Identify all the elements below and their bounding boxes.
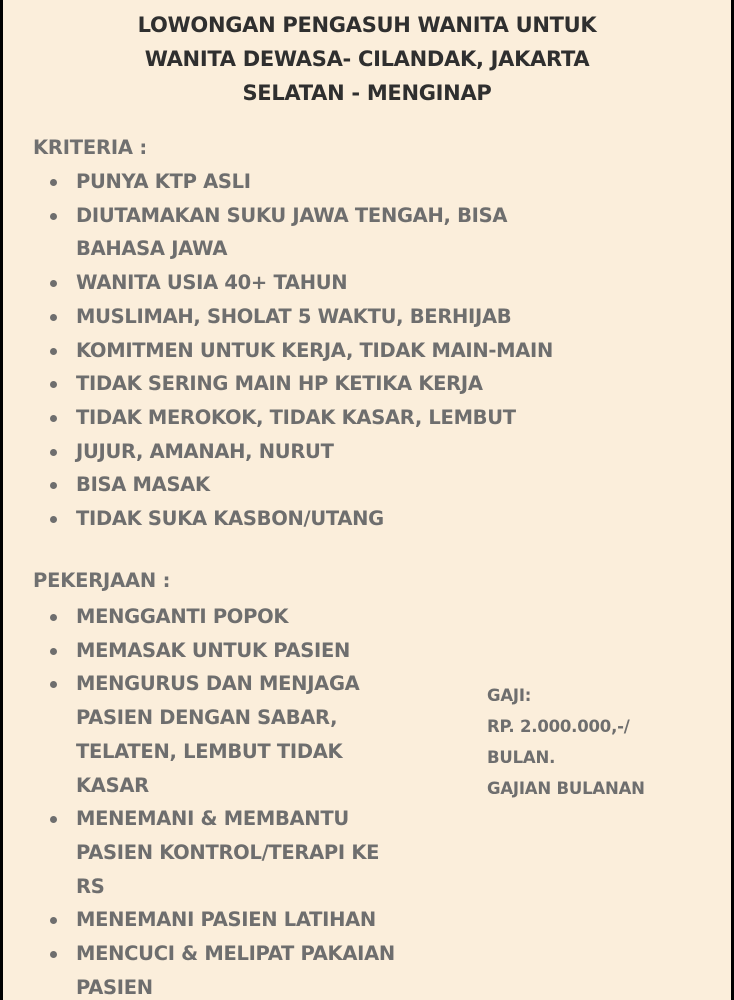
bullet-icon [50, 381, 57, 388]
title-line: SELATAN - MENGINAP [242, 81, 492, 105]
bullet-icon [50, 681, 57, 688]
list-item: KOMITMEN UNTUK KERJA, TIDAK MAIN-MAIN [33, 334, 723, 368]
bullet-icon [50, 516, 57, 523]
list-item: TIDAK SUKA KASBON/UTANG [33, 502, 723, 536]
title-line: WANITA DEWASA- CILANDAK, JAKARTA [144, 47, 590, 71]
salary-amount: RP. 2.000.000,-/ [487, 717, 630, 736]
list-item: PUNYA KTP ASLI [33, 165, 723, 199]
bullet-icon [50, 816, 57, 823]
list-item: TIDAK SERING MAIN HP KETIKA KERJA [33, 367, 723, 401]
job-poster [3, 0, 731, 1000]
pekerjaan-list [33, 600, 473, 1000]
list-item: MENGGANTI POPOK [33, 600, 473, 634]
bullet-icon [50, 917, 57, 924]
kriteria-list [33, 165, 723, 536]
list-item: DIUTAMAKAN SUKU JAWA TENGAH, BISA BAHASA JAWA [33, 199, 723, 266]
list-item: MENCUCI & MELIPAT PAKAIAN PASIEN [33, 937, 473, 1000]
bullet-icon [50, 415, 57, 422]
bullet-icon [50, 280, 57, 287]
list-item: MUSLIMAH, SHOLAT 5 WAKTU, BERHIJAB [33, 300, 723, 334]
list-item: BISA MASAK [33, 468, 723, 502]
list-item: MENEMANI & MEMBANTU PASIEN KONTROL/TERAPI KE RS [33, 802, 473, 903]
salary-label: GAJI: [487, 686, 532, 705]
bullet-icon [50, 648, 57, 655]
list-item: MENGURUS DAN MENJAGA PASIEN DENGAN SABAR, TELATEN, LEMBUT TIDAK KASAR [33, 667, 473, 802]
bullet-icon [50, 614, 57, 621]
bullet-icon [50, 213, 57, 220]
list-item: MENEMANI PASIEN LATIHAN [33, 903, 473, 937]
salary-info [487, 680, 707, 804]
title-line: LOWONGAN PENGASUH WANITA UNTUK [137, 13, 597, 37]
list-item: JUJUR, AMANAH, NURUT [33, 435, 723, 469]
poster-title [43, 8, 691, 110]
salary-schedule: GAJIAN BULANAN [487, 779, 645, 798]
list-item: WANITA USIA 40+ TAHUN [33, 266, 723, 300]
list-item: MEMASAK UNTUK PASIEN [33, 634, 473, 668]
salary-period: BULAN. [487, 748, 556, 767]
bullet-icon [50, 348, 57, 355]
bullet-icon [50, 314, 57, 321]
bullet-icon [50, 482, 57, 489]
pekerjaan-label: PEKERJAAN : [33, 569, 171, 592]
bullet-icon [50, 449, 57, 456]
list-item: TIDAK MEROKOK, TIDAK KASAR, LEMBUT [33, 401, 723, 435]
bullet-icon [50, 179, 57, 186]
kriteria-label: KRITERIA : [33, 136, 147, 159]
bullet-icon [50, 951, 57, 958]
